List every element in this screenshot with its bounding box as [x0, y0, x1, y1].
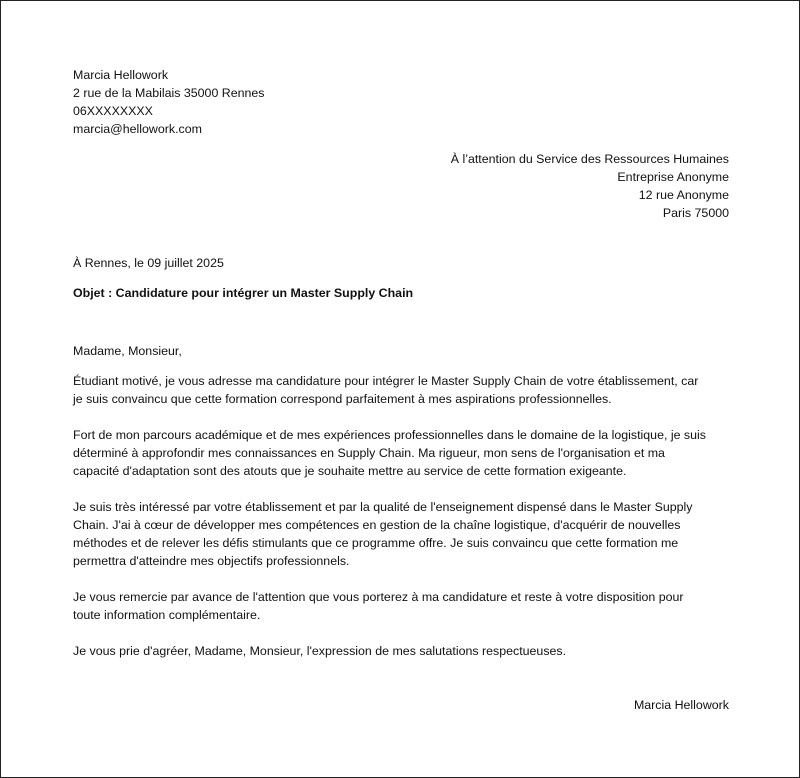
- date-line: À Rennes, le 09 juillet 2025: [73, 256, 224, 270]
- paragraph-line: méthodes et de relever les défis stimulants que ce programme offre. Je suis convaincu que cette formation me: [73, 536, 679, 550]
- sender-name: Marcia Hellowork: [73, 68, 169, 82]
- subject-line: Objet : Candidature pour intégrer un Master Supply Chain: [73, 286, 414, 300]
- recipient-street: 12 rue Anonyme: [638, 188, 729, 202]
- signature: Marcia Hellowork: [633, 698, 729, 712]
- body-paragraph: [73, 498, 729, 570]
- body-paragraph: [73, 642, 729, 660]
- salutation: Madame, Monsieur,: [73, 344, 182, 358]
- paragraph-line: toute information complémentaire.: [73, 608, 261, 622]
- paragraph-line: Je vous remercie par avance de l'attention que vous porterez à ma candidature et reste à votre disposition pour: [73, 590, 684, 604]
- sender-block: [73, 66, 729, 138]
- sender-address: 2 rue de la Mabilais 35000 Rennes: [73, 86, 265, 100]
- sender-phone: 06XXXXXXXX: [73, 104, 153, 118]
- paragraph-line: Étudiant motivé, je vous adresse ma candidature pour intégrer le Master Supply Chain de votre établissement, car: [73, 374, 699, 388]
- paragraph-line: Fort de mon parcours académique et de mes expériences professionnelles dans le domaine de la logistique, je suis: [73, 428, 706, 442]
- recipient-city: Paris 75000: [662, 206, 729, 220]
- body-paragraph: [73, 426, 729, 480]
- paragraph-line: déterminé à approfondir mes connaissances en Supply Chain. Ma rigueur, mon sens de l'organisation et ma: [73, 446, 665, 460]
- sender-email: marcia@hellowork.com: [73, 122, 202, 136]
- paragraph-line: je suis convaincu que cette formation correspond parfaitement à mes aspirations professionnelles.: [73, 392, 612, 406]
- paragraph-line: Chain. J'ai à cœur de développer mes compétences en gestion de la chaîne logistique, d'acquérir de nouvelles: [73, 518, 681, 532]
- body-paragraph: [73, 372, 729, 408]
- paragraph-line: capacité d'adaptation sont des atouts que je souhaite mettre au service de cette formation exigeante.: [73, 464, 627, 478]
- paragraph-line: permettra d'atteindre mes objectifs professionnels.: [73, 554, 350, 568]
- recipient-attention: À l’attention du Service des Ressources Humaines: [450, 152, 729, 166]
- recipient-company: Entreprise Anonyme: [617, 170, 729, 184]
- paragraph-line: Je suis très intéressé par votre établissement et par la qualité de l'enseignement dispensé dans le Master Supply: [73, 500, 693, 514]
- paragraph-line: Je vous prie d'agréer, Madame, Monsieur, l'expression de mes salutations respectueuses.: [73, 644, 567, 658]
- body-paragraph: [73, 588, 729, 624]
- recipient-block: [73, 150, 729, 222]
